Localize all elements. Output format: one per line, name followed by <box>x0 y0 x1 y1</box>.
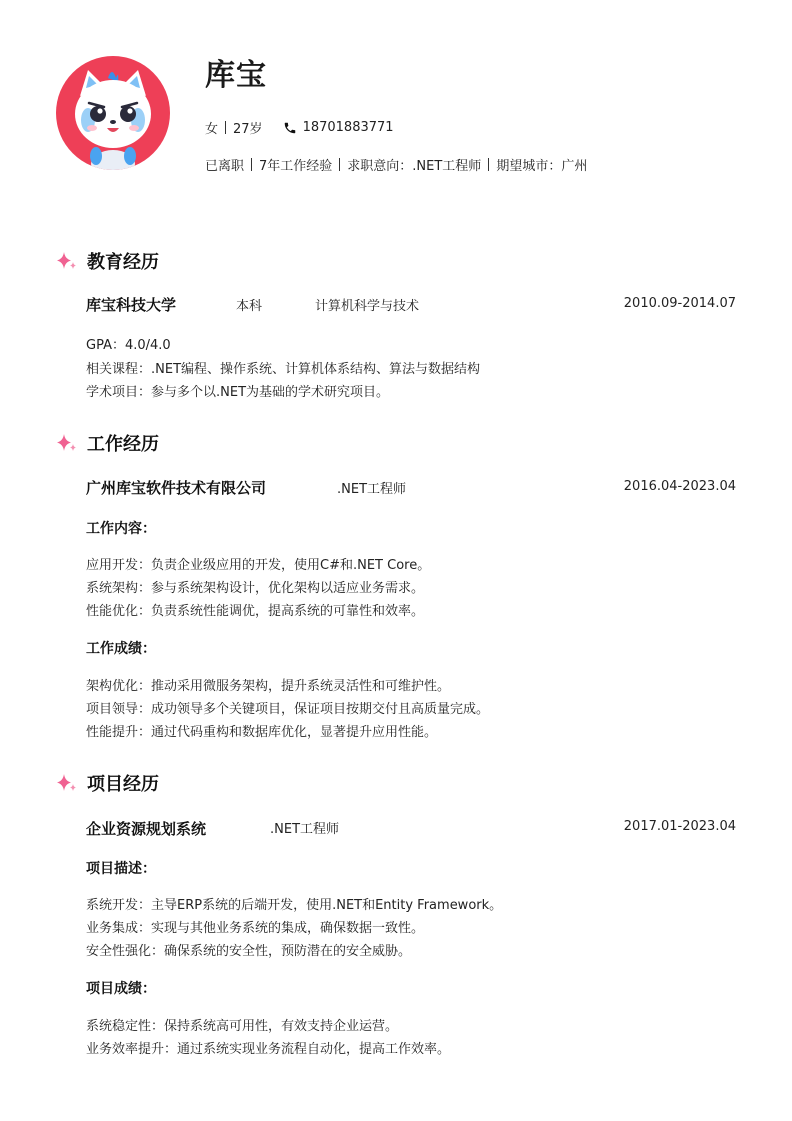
divider <box>225 121 226 134</box>
divider <box>251 158 252 171</box>
work-content-line: 应用开发：负责企业级应用的开发，使用C#和.NET Core。 <box>86 558 431 573</box>
gender: 女 <box>205 122 219 137</box>
section-project <box>56 770 159 796</box>
project-role: .NET工程师 <box>270 822 340 837</box>
project-description-heading: 项目描述： <box>86 861 156 877</box>
project-achievement-line: 业务效率提升：通过系统实现业务流程自动化，提高工作效率。 <box>86 1042 451 1057</box>
expected-city: 期望城市：广州 <box>496 159 588 174</box>
job-status: 已离职 <box>205 159 245 174</box>
job-intention: 求职意向：.NET工程师 <box>347 159 482 174</box>
job-role: .NET工程师 <box>337 482 407 497</box>
section-work <box>56 430 159 456</box>
school-name: 库宝科技大学 <box>86 296 177 314</box>
work-content-line: 性能优化：负责系统性能调优，提高系统的可靠性和效率。 <box>86 604 425 619</box>
sparkle-icon <box>56 251 78 271</box>
section-title: 项目经历 <box>87 774 159 795</box>
divider <box>339 158 340 171</box>
section-title: 教育经历 <box>87 252 159 273</box>
project-name: 企业资源规划系统 <box>86 820 207 838</box>
project-description-line: 安全性强化：确保系统的安全性，预防潜在的安全威胁。 <box>86 944 412 959</box>
work-date: 2016.04-2023.04 <box>623 479 736 494</box>
basic-info-row <box>205 118 394 137</box>
cat-mascot-icon <box>56 56 170 170</box>
work-achievement-heading: 工作成绩： <box>86 641 156 657</box>
avatar <box>56 56 170 170</box>
sparkle-icon <box>56 433 78 453</box>
sparkle-icon <box>56 773 78 793</box>
phone-number[interactable]: 18701883771 <box>302 120 394 135</box>
work-experience: 7年工作经验 <box>259 159 333 174</box>
education-line: 相关课程：.NET编程、操作系统、计算机体系结构、算法与数据结构 <box>86 362 481 377</box>
section-title: 工作经历 <box>87 434 159 455</box>
project-achievement-line: 系统稳定性：保持系统高可用性，有效支持企业运营。 <box>86 1019 399 1034</box>
education-date: 2010.09-2014.07 <box>623 296 736 311</box>
degree: 本科 <box>236 299 263 314</box>
job-info-row <box>205 155 587 174</box>
work-achievement-line: 性能提升：通过代码重构和数据库优化，显著提升应用性能。 <box>86 725 438 740</box>
education-line: GPA：4.0/4.0 <box>86 338 171 353</box>
work-achievement-line: 项目领导：成功领导多个关键项目，保证项目按期交付且高质量完成。 <box>86 702 490 717</box>
divider <box>488 158 489 171</box>
company-name: 广州库宝软件技术有限公司 <box>86 479 267 497</box>
major: 计算机科学与技术 <box>315 299 420 314</box>
project-achievement-heading: 项目成绩： <box>86 981 156 997</box>
work-achievement-line: 架构优化：推动采用微服务架构，提升系统灵活性和可维护性。 <box>86 679 451 694</box>
education-line: 学术项目：参与多个以.NET为基础的学术研究项目。 <box>86 385 390 400</box>
section-education <box>56 248 159 274</box>
age: 27岁 <box>233 122 263 137</box>
project-description-line: 系统开发：主导ERP系统的后端开发，使用.NET和Entity Framework。 <box>86 898 503 913</box>
work-content-heading: 工作内容： <box>86 521 156 537</box>
project-date: 2017.01-2023.04 <box>623 819 736 834</box>
project-description-line: 业务集成：实现与其他业务系统的集成，确保数据一致性。 <box>86 921 425 936</box>
candidate-name: 库宝 <box>205 58 267 93</box>
work-content-line: 系统架构：参与系统架构设计，优化架构以适应业务需求。 <box>86 581 425 596</box>
phone-icon <box>283 121 297 135</box>
